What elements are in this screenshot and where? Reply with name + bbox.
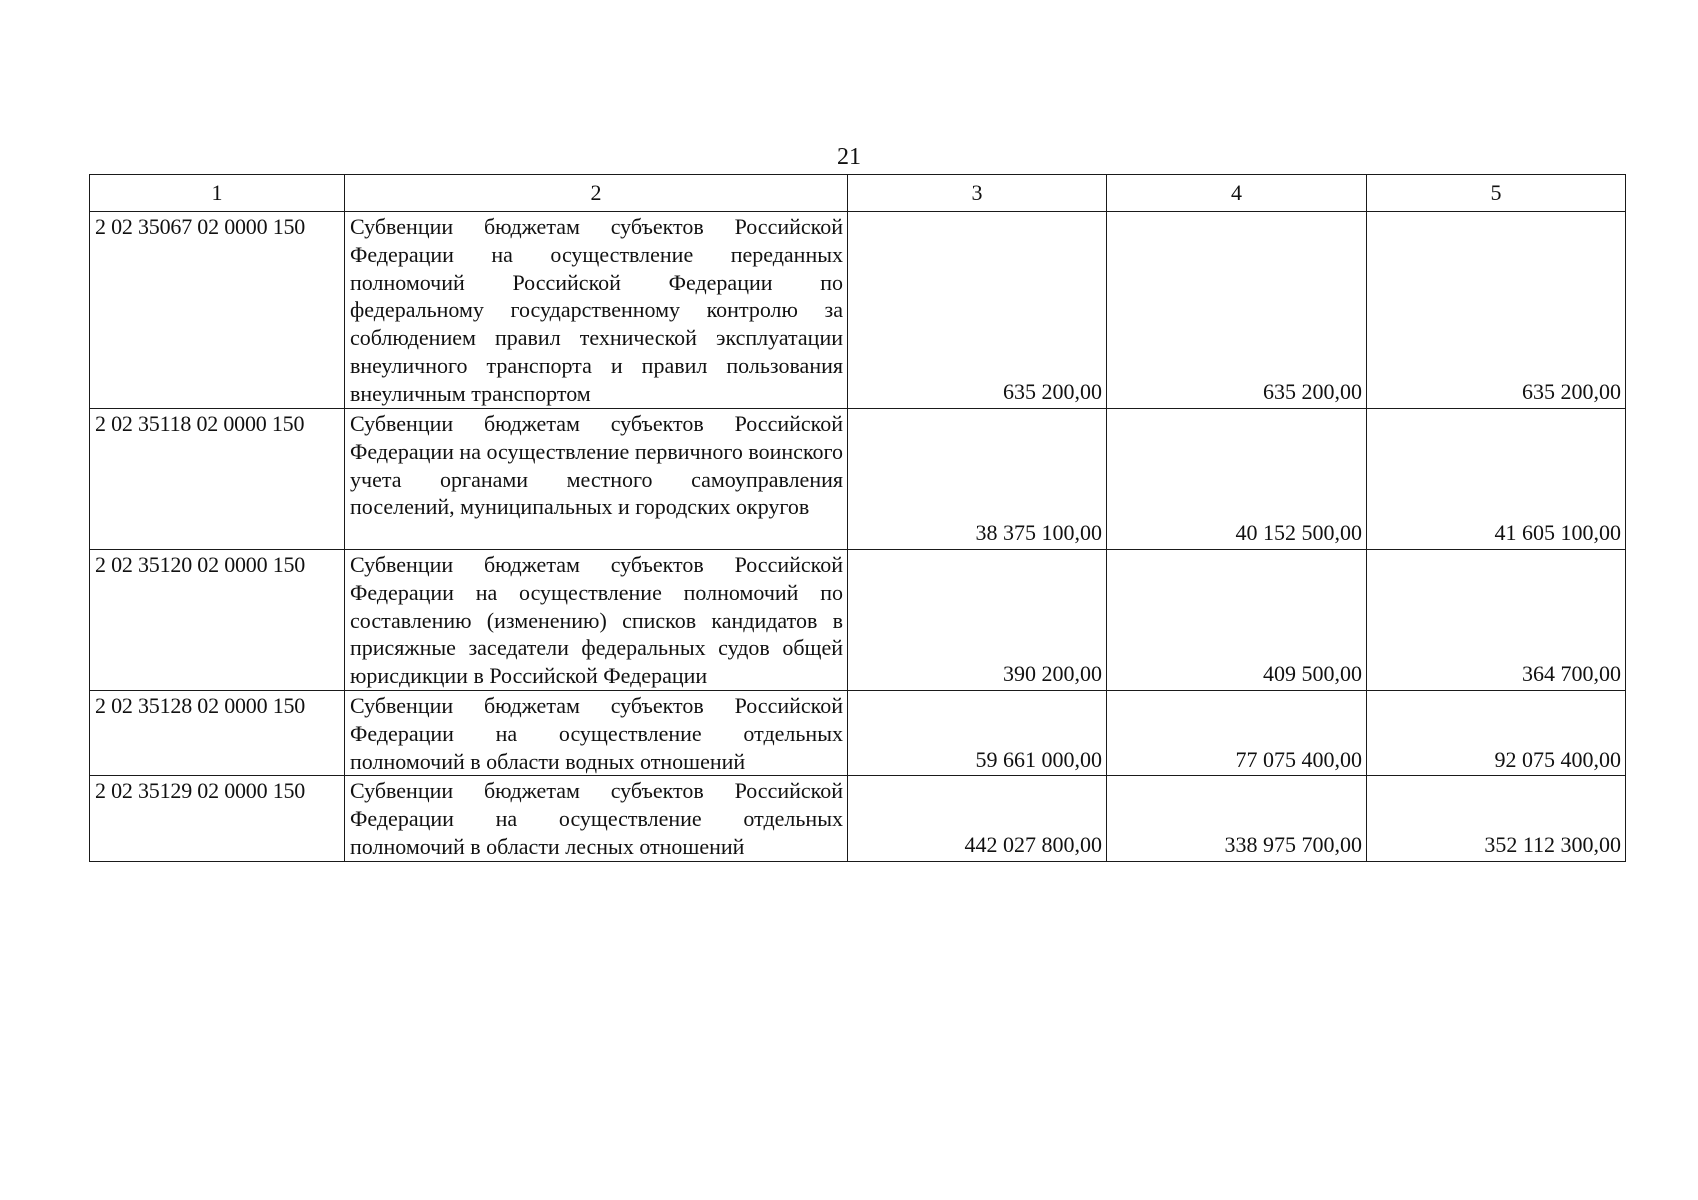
- column-header-2: 2: [345, 175, 848, 212]
- description-text: Субвенции бюджетам субъектов Российской Федерации на осуществление первичного воинского учета органами местного самоуправления поселений, муниципальных и городских округов: [350, 411, 843, 520]
- description: [345, 550, 848, 691]
- amount-col5: 352 112 300,00: [1367, 776, 1626, 861]
- description: [345, 776, 848, 861]
- budget-code: 2 02 35118 02 0000 150: [90, 409, 345, 550]
- budget-table: [89, 174, 1626, 862]
- amount-col5: 41 605 100,00: [1367, 409, 1626, 550]
- description-text: Субвенции бюджетам субъектов Российской Федерации на осуществление отдельных полномочий в области водных отношений: [350, 693, 843, 774]
- amount-col3: 635 200,00: [848, 212, 1107, 409]
- table-row: [90, 550, 1626, 691]
- amount-col3: 59 661 000,00: [848, 691, 1107, 776]
- description: [345, 212, 848, 409]
- description-text: Субвенции бюджетам субъектов Российской Федерации на осуществление переданных полномочий Российской Федерации по федеральному государственному контролю за соблюдением правил технической эксплуатации внеуличного транспорта и правил пользования внеуличным транспортом: [350, 214, 843, 406]
- budget-code: 2 02 35129 02 0000 150: [90, 776, 345, 861]
- budget-code: 2 02 35067 02 0000 150: [90, 212, 345, 409]
- budget-code: 2 02 35120 02 0000 150: [90, 550, 345, 691]
- amount-col4: 409 500,00: [1107, 550, 1367, 691]
- amount-col4: 40 152 500,00: [1107, 409, 1367, 550]
- amount-col4: 338 975 700,00: [1107, 776, 1367, 861]
- table-row: [90, 409, 1626, 550]
- description: [345, 409, 848, 550]
- amount-col3: 38 375 100,00: [848, 409, 1107, 550]
- amount-col4: 635 200,00: [1107, 212, 1367, 409]
- budget-code: 2 02 35128 02 0000 150: [90, 691, 345, 776]
- amount-col4: 77 075 400,00: [1107, 691, 1367, 776]
- amount-col5: 92 075 400,00: [1367, 691, 1626, 776]
- table-row: [90, 691, 1626, 776]
- table-row: [90, 776, 1626, 861]
- table-row: [90, 212, 1626, 409]
- column-header-1: 1: [90, 175, 345, 212]
- page-number: 21: [837, 144, 861, 170]
- description-text: Субвенции бюджетам субъектов Российской Федерации на осуществление полномочий по составлению (изменению) списков кандидатов в присяжные заседатели федеральных судов общей юрисдикции в Российской Федерации: [350, 552, 843, 689]
- column-header-3: 3: [848, 175, 1107, 212]
- description-text: Субвенции бюджетам субъектов Российской Федерации на осуществление отдельных полномочий в области лесных отношений: [350, 778, 843, 859]
- amount-col5: 364 700,00: [1367, 550, 1626, 691]
- description: [345, 691, 848, 776]
- column-header-5: 5: [1367, 175, 1626, 212]
- column-header-4: 4: [1107, 175, 1367, 212]
- amount-col3: 442 027 800,00: [848, 776, 1107, 861]
- amount-col5: 635 200,00: [1367, 212, 1626, 409]
- amount-col3: 390 200,00: [848, 550, 1107, 691]
- table-header-row: [90, 175, 1626, 212]
